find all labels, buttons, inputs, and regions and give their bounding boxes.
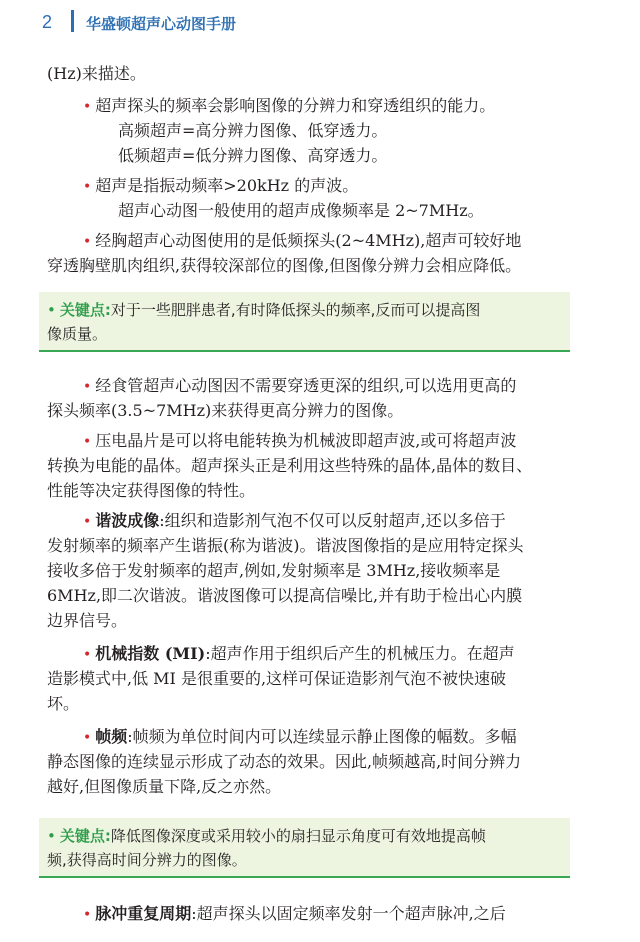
bullet-icon: • (83, 99, 92, 115)
bullet-icon: • (83, 434, 92, 450)
term-label: 谐波成像 (95, 511, 160, 530)
header-divider (71, 10, 74, 32)
text-line: 压电晶片是可以将电能转换为机械波即超声波,或可将超声波 (95, 431, 517, 450)
term-label: 脉冲重复周期 (95, 904, 192, 923)
bullet-item (83, 644, 515, 665)
text-line: 穿透胸壁肌肉组织,获得较深部位的图像,但图像分辨力会相应降低。 (47, 256, 522, 275)
text-line: :帧频为单位时间内可以连续显示静止图像的幅数。多幅 (127, 727, 517, 746)
text-line: 超声心动图一般使用的超声成像频率是 2~7MHz。 (118, 201, 484, 220)
text-line: :超声作用于组织后产生的机械压力。在超声 (205, 644, 515, 663)
text-line: (Hz)来描述。 (47, 64, 146, 83)
key-point-label: 关键点: (59, 827, 111, 845)
bullet-icon: • (47, 301, 56, 319)
bullet-item (83, 96, 495, 117)
text-line: 低频超声=低分辨力图像、高穿透力。 (118, 146, 388, 165)
bullet-item (83, 231, 521, 252)
bullet-icon: • (83, 647, 92, 663)
text-line: 接收多倍于发射频率的超声,例如,发射频率是 3MHz,接收频率是 (47, 561, 501, 580)
text-line: 造影模式中,低 MI 是很重要的,这样可保证造影剂气泡不被快速破 (47, 669, 507, 688)
text-line: 6MHz,即二次谐波。谐波图像可以提高信噪比,并有助于检出心内膜 (47, 586, 523, 605)
text-line: 发射频率的频率产生谐振(称为谐波)。谐波图像指的是应用特定探头 (47, 536, 524, 555)
text-line: :超声探头以固定频率发射一个超声脉冲,之后 (191, 904, 506, 923)
bullet-icon: • (83, 730, 92, 746)
key-point-box (39, 818, 570, 878)
page-header (0, 0, 640, 40)
page-number: 2 (42, 12, 53, 32)
key-point-label: 关键点: (59, 301, 111, 319)
bullet-item (83, 511, 506, 532)
text-line: 越好,但图像质量下降,反之亦然。 (47, 777, 282, 796)
bullet-item (83, 176, 358, 197)
bullet-item (83, 727, 517, 748)
term-label: 机械指数 (MI) (95, 644, 206, 663)
text-line: 探头频率(3.5~7MHz)来获得更高分辨力的图像。 (47, 401, 404, 420)
bullet-icon: • (83, 514, 92, 530)
key-point-text: 像质量。 (47, 325, 108, 343)
bullet-item (83, 431, 516, 452)
text-line: 高频超声=高分辨力图像、低穿透力。 (118, 121, 388, 140)
key-point-text: 频,获得高时间分辨力的图像。 (47, 851, 247, 869)
bullet-icon: • (83, 907, 92, 923)
text-line: 坏。 (47, 694, 80, 713)
text-line: 经胸超声心动图使用的是低频探头(2~4MHz),超声可较好地 (95, 231, 522, 250)
text-line: :组织和造影剂气泡不仅可以反射超声,还以多倍于 (159, 511, 506, 530)
text-line: 边界信号。 (47, 611, 128, 630)
term-label: 帧频 (95, 727, 128, 746)
key-point-box (39, 292, 570, 352)
bullet-icon: • (47, 827, 56, 845)
text-line: 超声探头的频率会影响图像的分辨力和穿透组织的能力。 (95, 96, 496, 115)
key-point-text: 对于一些肥胖患者,有时降低探头的频率,反而可以提高图 (110, 301, 481, 319)
text-line: 经食管超声心动图因不需要穿透更深的组织,可以选用更高的 (95, 376, 517, 395)
text-line: 超声是指振动频率>20kHz 的声波。 (95, 176, 359, 195)
text-line: 性能等决定获得图像的特性。 (47, 481, 256, 500)
bullet-icon: • (83, 379, 92, 395)
bullet-item (83, 376, 516, 397)
text-line: 静态图像的连续显示形成了动态的效果。因此,帧频越高,时间分辨力 (47, 752, 522, 771)
bullet-item (83, 904, 506, 925)
key-point-text: 降低图像深度或采用较小的扇扫显示角度可有效地提高帧 (110, 827, 486, 845)
running-title: 华盛顿超声心动图手册 (86, 15, 237, 33)
bullet-icon: • (83, 234, 92, 250)
text-line: 转换为电能的晶体。超声探头正是利用这些特殊的晶体,晶体的数目、 (47, 456, 533, 475)
bullet-icon: • (83, 179, 92, 195)
